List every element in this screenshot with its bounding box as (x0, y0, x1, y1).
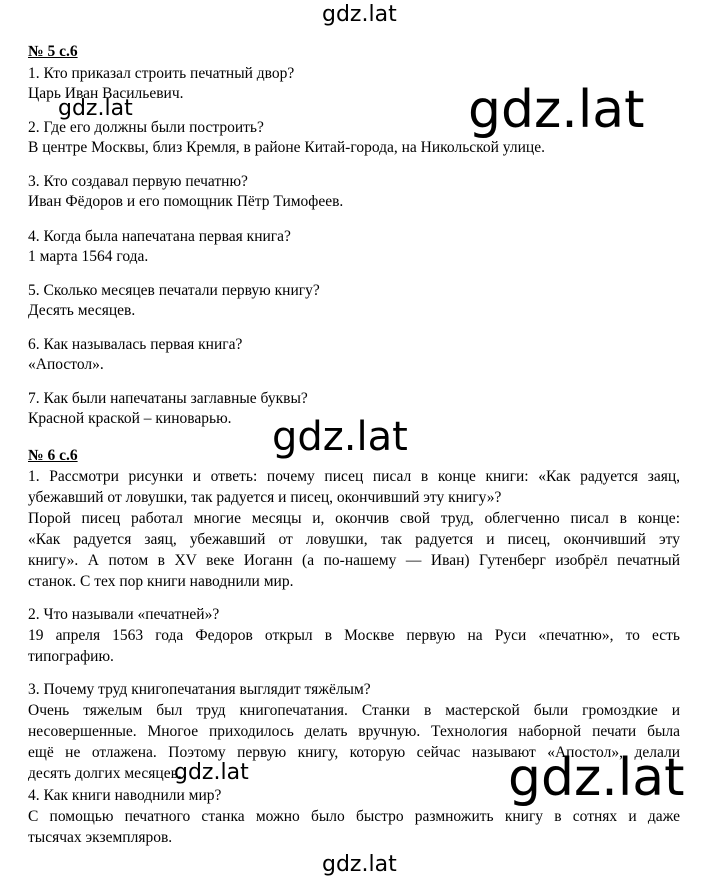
s2-question-3: 3. Почему труд книгопечатания выглядит тяжёлым? (28, 681, 371, 698)
s2-question-4: 4. Как книги наводнили мир? (28, 787, 222, 804)
s2-q1-line-1: 1. Рассмотри рисунки и ответь: почему писец писал в конце книги: «Как радуется заяц, (28, 468, 680, 485)
answer-2: В центре Москвы, близ Кремля, в районе Китай-города, на Никольской улице. (28, 139, 545, 156)
answer-1: Царь Иван Васильевич. (28, 85, 184, 102)
s2-q1-line-3: Порой писец работал многие месяцы и, окончив свой труд, облегченно писал в конце: (28, 510, 680, 527)
question-4: 4. Когда была напечатана первая книга? (28, 228, 291, 245)
watermark-small-1: gdz.lat (58, 96, 133, 121)
s2-q2-line-1: 19 апреля 1563 года Федоров открыл в Москве первую на Руси «печатню», то есть (28, 627, 680, 644)
s2-q3-line-2: несовершенные. Многое приходилось делать вручную. Технология наборной печати была (28, 723, 680, 740)
s2-q1-line-6: станок. С тех пор книги наводнили мир. (28, 573, 294, 590)
s2-q2-line-2: типографию. (28, 648, 114, 665)
question-2: 2. Где его должны были построить? (28, 119, 264, 136)
watermark-big-2: gdz.lat (508, 748, 685, 808)
s2-q1-line-2: убежавший от ловушки, так радуется и писец, окончивший эту книгу»? (28, 489, 502, 506)
section-heading-5: № 5 с.6 (28, 43, 78, 60)
watermark-small-2: gdz.lat (174, 760, 249, 785)
watermark-bottom: gdz.lat (322, 852, 397, 877)
answer-6: «Апостол». (28, 356, 104, 373)
answer-5: Десять месяцев. (28, 302, 136, 319)
answer-3: Иван Фёдоров и его помощник Пётр Тимофеев. (28, 193, 344, 210)
question-6: 6. Как называлась первая книга? (28, 336, 243, 353)
s2-q1-line-4: «Как радуется заяц, убежавший от ловушки, так радуется и писец, окончивший эту (28, 531, 680, 548)
question-7: 7. Как были напечатаны заглавные буквы? (28, 390, 308, 407)
question-3: 3. Кто создавал первую печатню? (28, 173, 248, 190)
s2-q4-line-2: тысячах экземпляров. (28, 829, 173, 846)
s2-question-2: 2. Что называли «печатней»? (28, 606, 220, 623)
watermark-top: gdz.lat (322, 2, 397, 27)
s2-q1-line-5: книгу». А потом в XV веке Иоганн (а по-нашему — Иван) Гутенберг изобрёл печатный (28, 552, 680, 569)
s2-q3-line-3: ещё не отлажена. Поэтому первую книгу, которую сейчас называют «Апостол», делали (28, 744, 680, 761)
answer-7: Красной краской – киноварью. (28, 410, 232, 427)
s2-q4-line-1: С помощью печатного станка можно было быстро размножить книгу в сотнях и даже (28, 808, 680, 825)
s2-q3-line-1: Очень тяжелым был труд книгопечатания. Станки в мастерской были громоздкие и (28, 702, 680, 719)
watermark-big-1: gdz.lat (468, 80, 645, 140)
s2-q3-line-4: десять долгих месяцев. (28, 765, 182, 782)
question-5: 5. Сколько месяцев печатали первую книгу? (28, 282, 320, 299)
section-heading-6: № 6 с.6 (28, 447, 78, 464)
question-1: 1. Кто приказал строить печатный двор? (28, 65, 295, 82)
answer-4: 1 марта 1564 года. (28, 248, 149, 265)
watermark-middle: gdz.lat (272, 414, 408, 460)
